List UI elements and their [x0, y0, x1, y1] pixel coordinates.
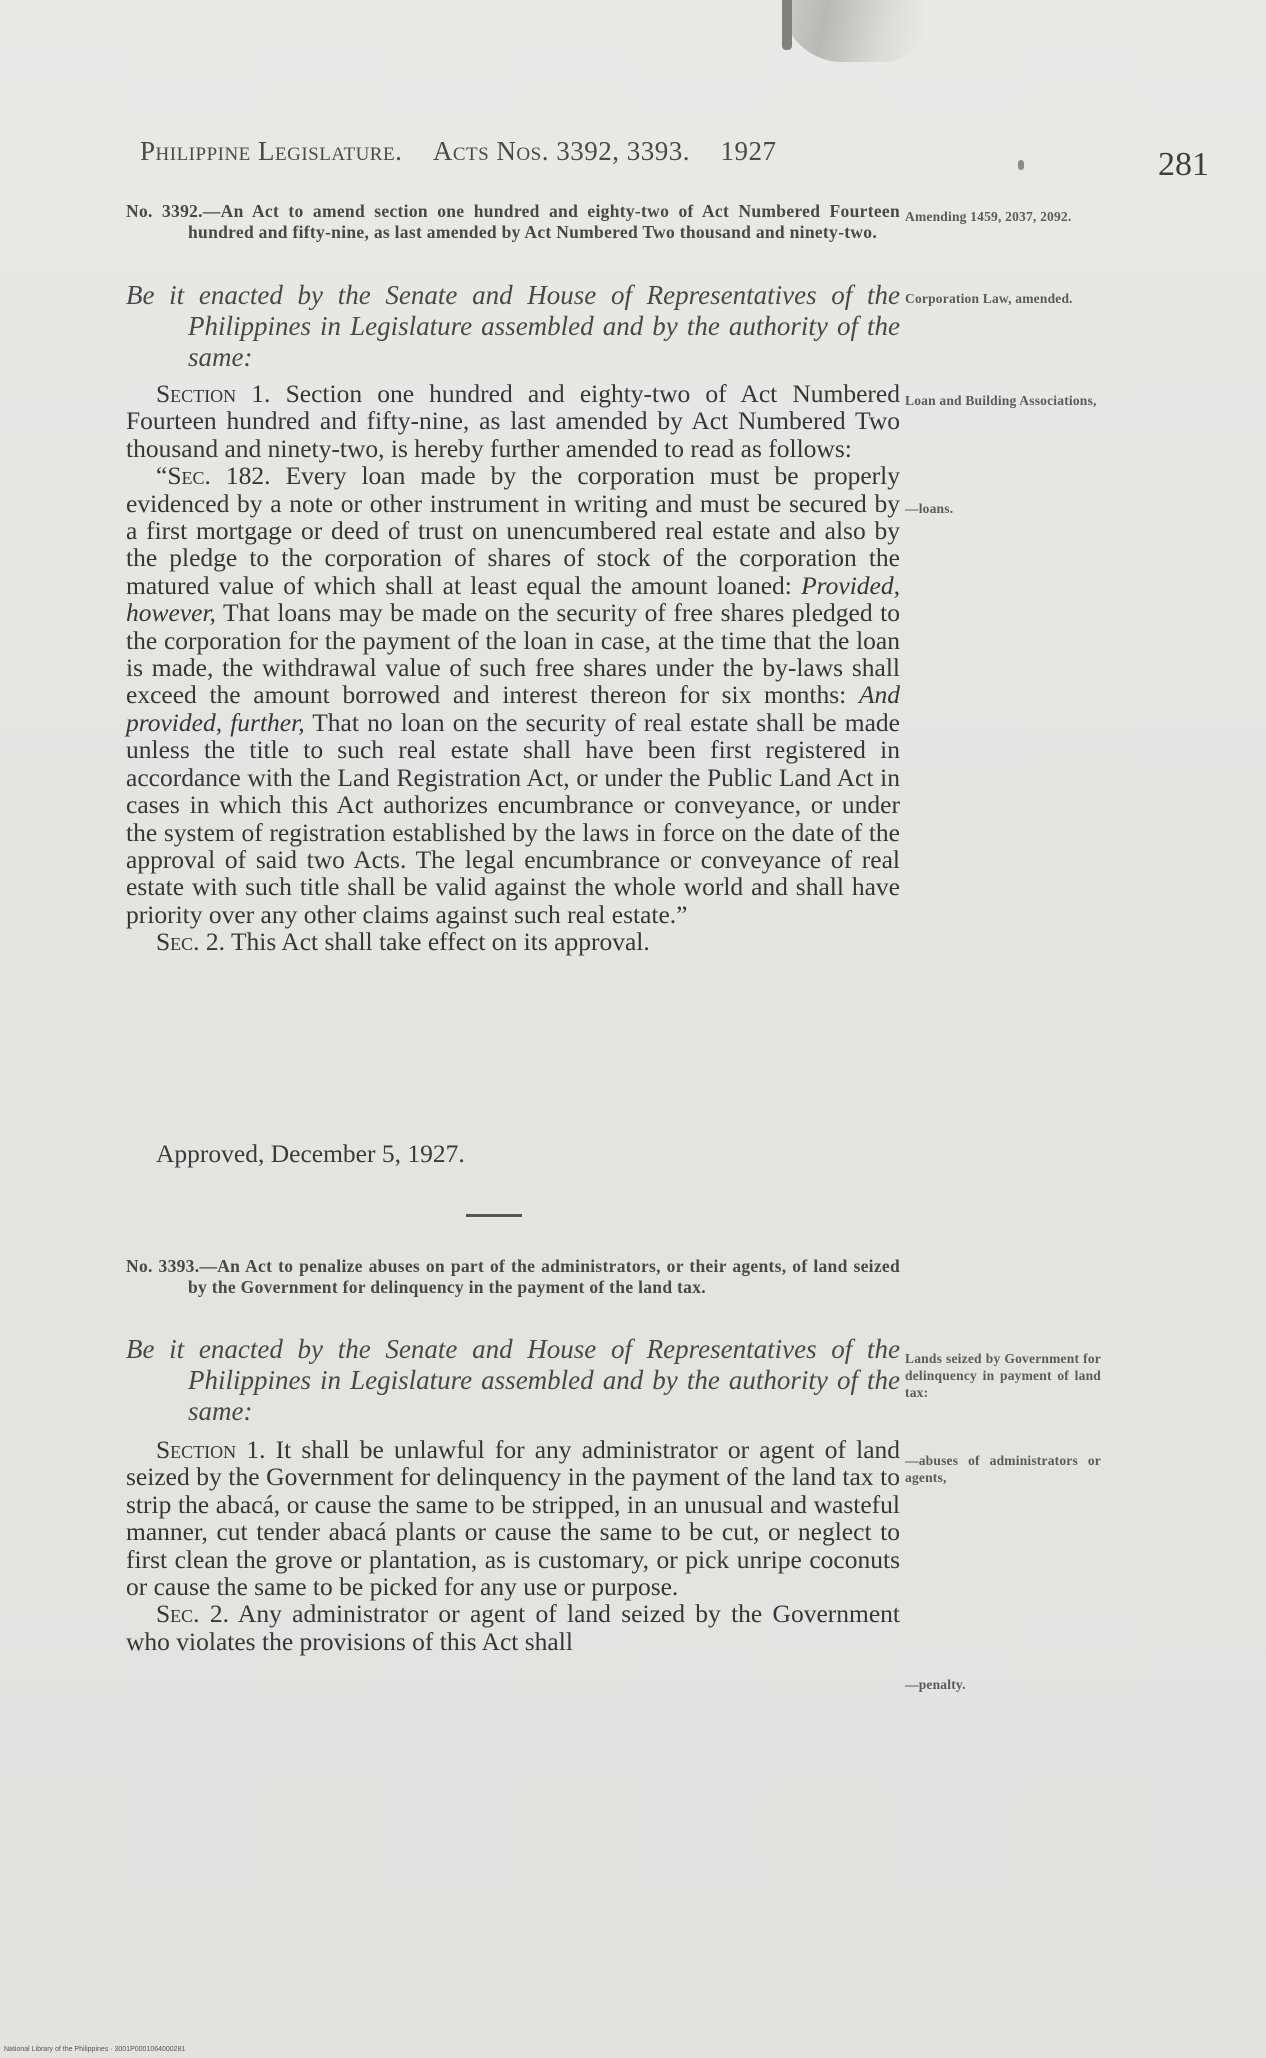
page-corner-shadow: [782, 0, 924, 62]
margin-note-lands-seized: Lands seized by Government for delinquency in payment of land tax:: [905, 1351, 1101, 1400]
ink-speck: [1018, 160, 1024, 170]
act-3392-approved: Approved, December 5, 1927.: [156, 1139, 465, 1168]
header-acts: Acts Nos. 3392, 3393.: [432, 136, 690, 166]
act-3392-body: [126, 380, 900, 956]
act-3393-enacting-clause: Be it enacted by the Senate and House of Representatives of the Philippines in Legislature assembled and by the authority of the same:: [126, 1334, 900, 1426]
running-header: [140, 136, 776, 167]
act-3392-title: No. 3392.—An Act to amend section one hundred and eighty-two of Act Numbered Fourteen hundred and fifty-nine, as last amended by Act Numbered Two thousand and ninety-two.: [126, 201, 900, 242]
header-legislature: Philippine Legislature.: [140, 136, 403, 166]
act-3393-section-1: Section 1. It shall be unlawful for any administrator or agent of land seized by the Government for delinquency in the payment of the land tax to strip the abacá, or cause the same to be stripped, in an unusual and wasteful manner, cut tender abacá plants or cause the same to be cut, or neglect to first clean the grove or plantation, as is customary, or pick unripe coconuts or cause the same to be picked for any use or purpose.: [126, 1435, 901, 1602]
margin-note-loans: —loans.: [905, 501, 954, 516]
act-3393-section-2: Sec. 2. Any administrator or agent of land seized by the Government who violates the provisions of this Act shall: [126, 1599, 900, 1656]
act-3393-body: [126, 1436, 900, 1655]
margin-note-loan-associations: Loan and Building Associations,: [905, 393, 1097, 408]
scan-footer: National Library of the Philippines · 3001P0001064000281: [4, 2046, 186, 2053]
margin-note-penalty: —penalty.: [905, 1677, 966, 1692]
margin-note-abuses: —abuses of administrators or agents,: [905, 1453, 1101, 1485]
section-divider: [466, 1214, 522, 1217]
act-3392-section-1: Section 1. Section one hundred and eighty-two of Act Numbered Fourteen hundred and fifty-nine, as last amended by Act Numbered Two thousand and ninety-two, is hereby further amended to read as follows:: [126, 379, 900, 463]
act-3392-section-2: Sec. 2. This Act shall take effect on its approval.: [156, 927, 650, 957]
act-3392-sec-182: “Sec. 182. Every loan made by the corporation must be properly evidenced by a note or other instrument in writing and must be secured by a first mortgage or deed of trust on unencumbered real estate and also by the pledge to the corporation of shares of stock of the corporation the matured value of which shall at least equal the amount loaned: Provided, however, That loans may be made on the security of free shares pledged to the corporation for the payment of the loan in case, at the time that the loan is made, the withdrawal value of such free shares under the by-laws shall exceed the amount borrowed and interest thereon for six months: And provided, further, That no loan on the security of real estate shall be made unless the title to such real estate shall have been first registered in accordance with the Land Registration Act, or under the Public Land Act in cases in which this Act authorizes encumbrance or conveyance, or under the system of registration established by the laws in force on the date of the approval of said two Acts. The legal encumbrance or conveyance of real estate with such title shall be valid against the whole world and shall have priority over any other claims against such real estate.”: [126, 461, 901, 929]
header-year: 1927: [720, 136, 777, 166]
page-number: 281: [1158, 146, 1209, 183]
margin-note-corporation-law: Corporation Law, amended.: [905, 291, 1073, 306]
act-3392-enacting-clause: Be it enacted by the Senate and House of Representatives of the Philippines in Legislature assembled and by the authority of the same:: [126, 280, 900, 372]
act-3393-title: No. 3393.—An Act to penalize abuses on part of the administrators, or their agents, of land seized by the Government for delinquency in the payment of the land tax.: [126, 1256, 900, 1297]
margin-note-amending: Amending 1459, 2037, 2092.: [905, 209, 1072, 224]
